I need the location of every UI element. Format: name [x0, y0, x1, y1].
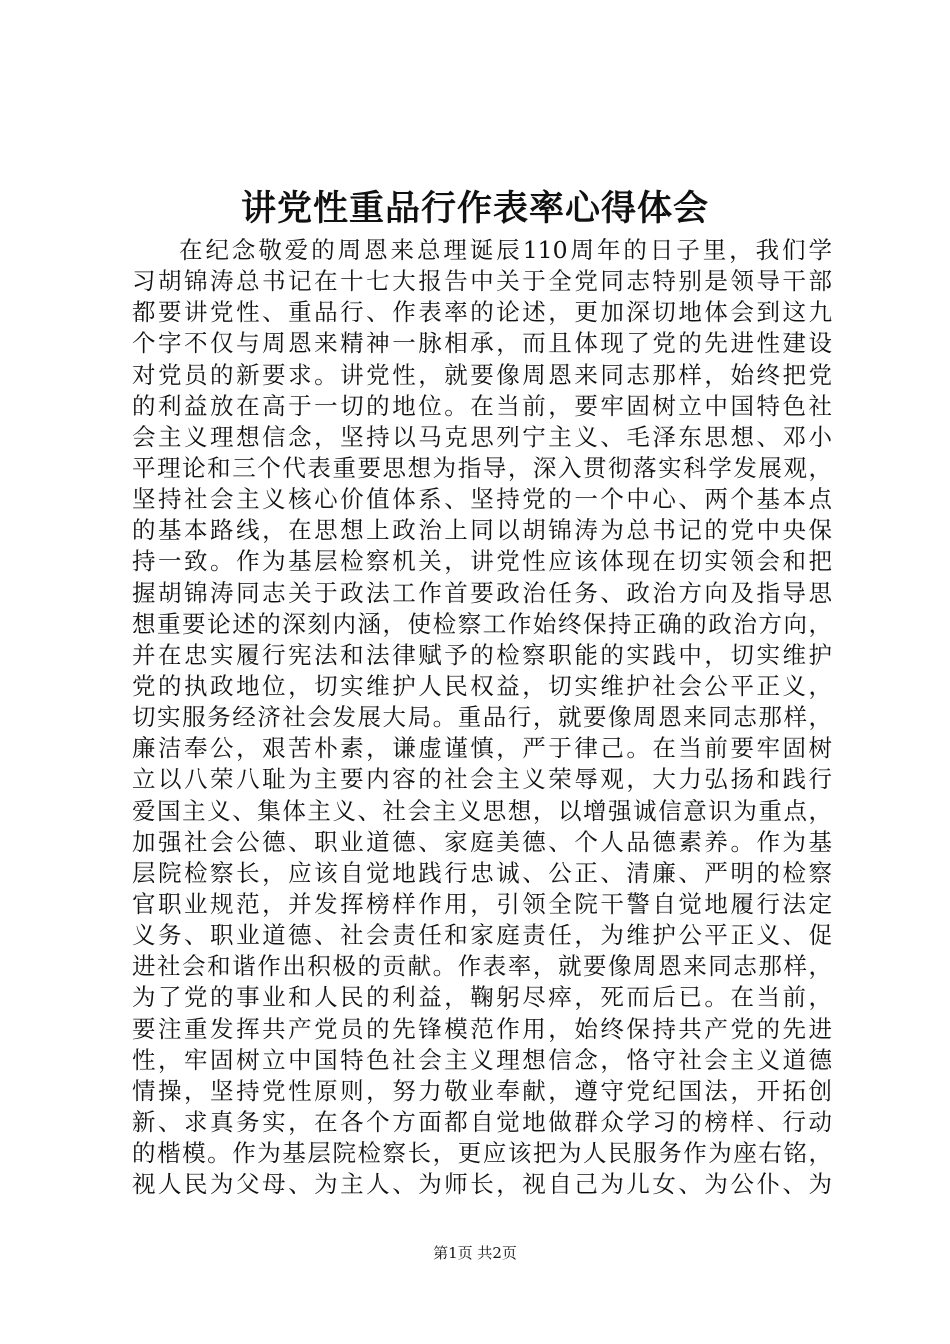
body-line-12: 握胡锦涛同志关于政法工作首要政治任务、政治方向及指导思 [132, 578, 832, 607]
document-body [132, 235, 832, 1200]
body-line-23: 义务、职业道德、社会责任和家庭责任，为维护公平正义、促 [132, 921, 832, 950]
body-line-20: 加强社会公德、职业道德、家庭美德、个人品德素养。作为基 [132, 827, 832, 856]
body-line-1: 在纪念敬爱的周恩来总理诞辰110周年的日子里，我们学 [179, 236, 832, 264]
body-line-21: 层院检察长，应该自觉地践行忠诚、公正、清廉、严明的检察 [132, 858, 832, 887]
body-line-5: 对党员的新要求。讲党性，就要像周恩来同志那样，始终把党 [132, 360, 832, 389]
body-line-18: 立以八荣八耻为主要内容的社会主义荣辱观，大力弘扬和践行 [132, 765, 832, 794]
body-line-27: 性，牢固树立中国特色社会主义理想信念，恪守社会主义道德 [132, 1045, 832, 1074]
body-line-22: 官职业规范，并发挥榜样作用，引领全院干警自觉地履行法定 [132, 889, 832, 918]
body-line-19: 爱国主义、集体主义、社会主义思想，以增强诚信意识为重点， [132, 796, 832, 825]
body-line-3: 都要讲党性、重品行、作表率的论述，更加深切地体会到这九 [132, 298, 832, 327]
body-line-4: 个字不仅与周恩来精神一脉相承，而且体现了党的先进性建设 [132, 329, 832, 358]
body-line-30: 的楷模。作为基层院检察长，更应该把为人民服务作为座右铭， [132, 1139, 832, 1168]
page-number-footer: 第1页 共2页 [433, 1244, 517, 1262]
body-line-8: 平理论和三个代表重要思想为指导，深入贯彻落实科学发展观， [132, 453, 832, 482]
body-line-6: 的利益放在高于一切的地位。在当前，要牢固树立中国特色社 [132, 391, 832, 420]
body-line-24: 进社会和谐作出积极的贡献。作表率，就要像周恩来同志那样， [132, 952, 832, 981]
body-line-2: 习胡锦涛总书记在十七大报告中关于全党同志特别是领导干部 [132, 267, 832, 296]
body-line-17: 廉洁奉公，艰苦朴素，谦虚谨慎，严于律己。在当前要牢固树 [132, 734, 832, 763]
document-title: 讲党性重品行作表率心得体会 [240, 188, 709, 229]
body-line-13: 想重要论述的深刻内涵，使检察工作始终保持正确的政治方向， [132, 609, 832, 638]
body-line-31: 视人民为父母、为主人、为师长，视自己为儿女、为公仆、为 [132, 1170, 832, 1199]
body-line-26: 要注重发挥共产党员的先锋模范作用，始终保持共产党的先进 [132, 1014, 832, 1043]
body-line-15: 党的执政地位，切实维护人民权益，切实维护社会公平正义， [132, 671, 832, 700]
body-line-7: 会主义理想信念，坚持以马克思列宁主义、毛泽东思想、邓小 [132, 422, 832, 451]
body-line-25: 为了党的事业和人民的利益，鞠躬尽瘁，死而后已。在当前， [132, 983, 832, 1012]
body-line-29: 新、求真务实，在各个方面都自觉地做群众学习的榜样、行动 [132, 1107, 832, 1136]
body-line-14: 并在忠实履行宪法和法律赋予的检察职能的实践中，切实维护 [132, 640, 832, 669]
body-line-11: 持一致。作为基层检察机关，讲党性应该体现在切实领会和把 [132, 547, 832, 576]
body-line-28: 情操，坚持党性原则，努力敬业奉献，遵守党纪国法，开拓创 [132, 1076, 832, 1105]
body-line-9: 坚持社会主义核心价值体系、坚持党的一个中心、两个基本点 [132, 485, 832, 514]
body-line-10: 的基本路线，在思想上政治上同以胡锦涛为总书记的党中央保 [132, 516, 832, 545]
body-line-16: 切实服务经济社会发展大局。重品行，就要像周恩来同志那样， [132, 703, 832, 732]
